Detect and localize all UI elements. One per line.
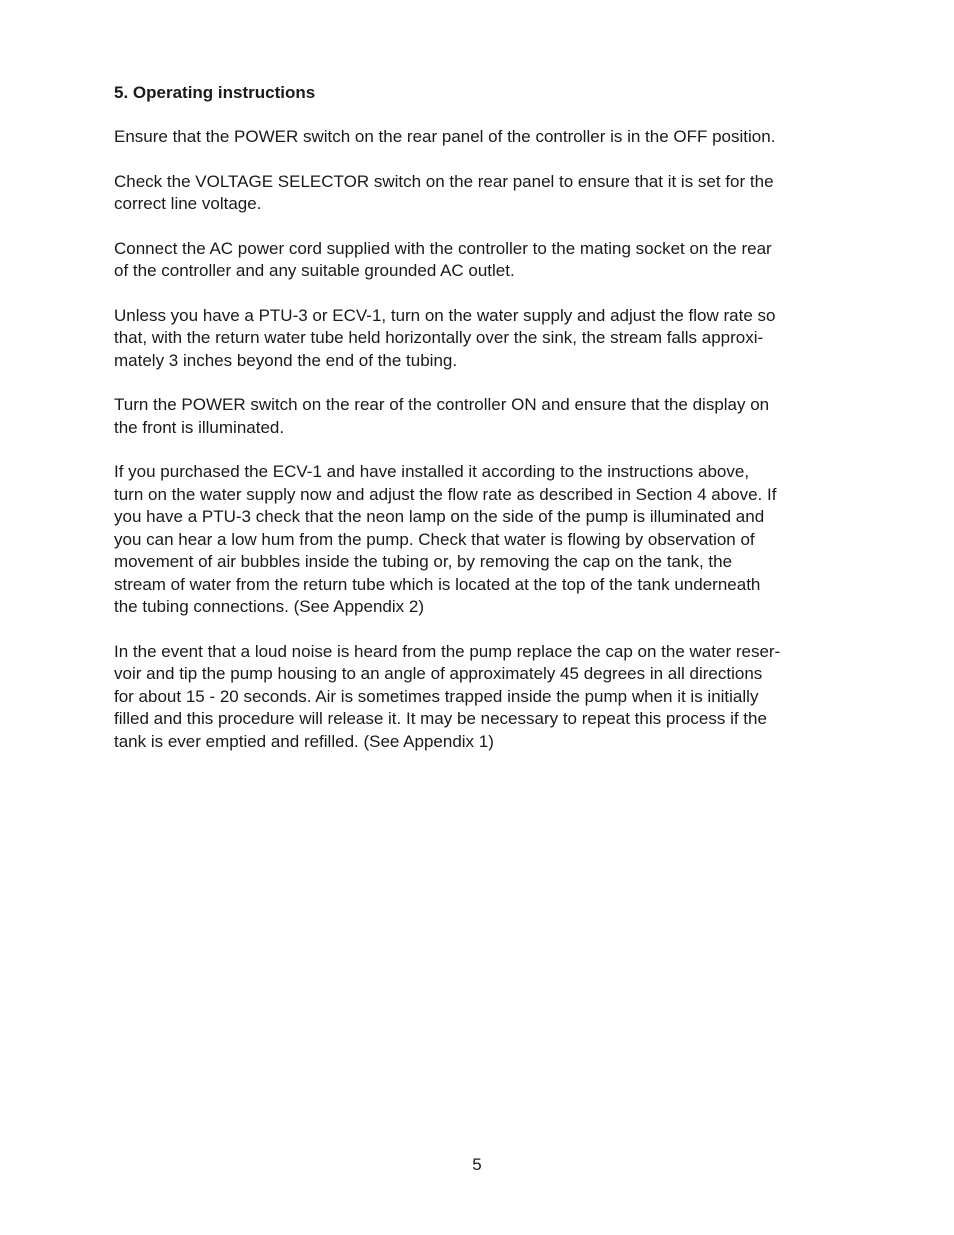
section-heading: 5. Operating instructions: [114, 83, 316, 102]
paragraph-line: that, with the return water tube held horizontally over the sink, the stream falls approxi-: [114, 328, 764, 347]
paragraph-line: for about 15 - 20 seconds. Air is sometimes trapped inside the pump when it is initially: [114, 686, 759, 706]
paragraph-line: turn on the water supply now and adjust the flow rate as described in Section 4 above. If: [114, 484, 777, 504]
paragraph-line: Turn the POWER switch on the rear of the controller ON and ensure that the display on: [114, 395, 770, 414]
paragraph-line: Check the VOLTAGE SELECTOR switch on the rear panel to ensure that it is set for the: [114, 171, 774, 191]
paragraph-line: If you purchased the ECV-1 and have installed it according to the instructions above,: [114, 462, 750, 481]
paragraph-water-supply: [114, 305, 859, 373]
paragraph-power-cord: [114, 238, 859, 283]
paragraph-line: stream of water from the return tube which is located at the top of the tank underneath: [114, 574, 761, 594]
paragraph-ecv-ptu-check: [114, 461, 859, 619]
paragraph-loud-noise: [114, 641, 859, 754]
paragraph-line: Ensure that the POWER switch on the rear panel of the controller is in the OFF position.: [114, 127, 776, 146]
paragraph-line: you have a PTU-3 check that the neon lamp on the side of the pump is illuminated and: [114, 507, 765, 526]
page-number: 5: [472, 1155, 482, 1174]
paragraph-line: Unless you have a PTU-3 or ECV-1, turn on the water supply and adjust the flow rate so: [114, 305, 776, 325]
paragraph-line: of the controller and any suitable grounded AC outlet.: [114, 261, 515, 280]
paragraph-line: voir and tip the pump housing to an angle of approximately 45 degrees in all directions: [114, 664, 763, 683]
paragraph-line: the tubing connections. (See Appendix 2): [114, 597, 424, 616]
paragraph-line: correct line voltage.: [114, 194, 262, 213]
paragraph-line: mately 3 inches beyond the end of the tubing.: [114, 350, 458, 370]
paragraph-voltage-selector: [114, 171, 859, 216]
paragraph-power-off: [114, 126, 859, 149]
page-content: [114, 81, 859, 775]
paragraph-line: In the event that a loud noise is heard from the pump replace the cap on the water reser-: [114, 641, 781, 661]
paragraph-line: you can hear a low hum from the pump. Check that water is flowing by observation of: [114, 529, 755, 549]
paragraph-line: movement of air bubbles inside the tubing or, by removing the cap on the tank, the: [114, 552, 733, 571]
paragraph-line: filled and this procedure will release it. It may be necessary to repeat this process if the: [114, 709, 767, 728]
paragraph-line: Connect the AC power cord supplied with the controller to the mating socket on the rear: [114, 238, 772, 258]
paragraph-line: the front is illuminated.: [114, 417, 285, 437]
paragraph-line: tank is ever emptied and refilled. (See Appendix 1): [114, 731, 494, 751]
paragraph-power-on: [114, 394, 859, 439]
